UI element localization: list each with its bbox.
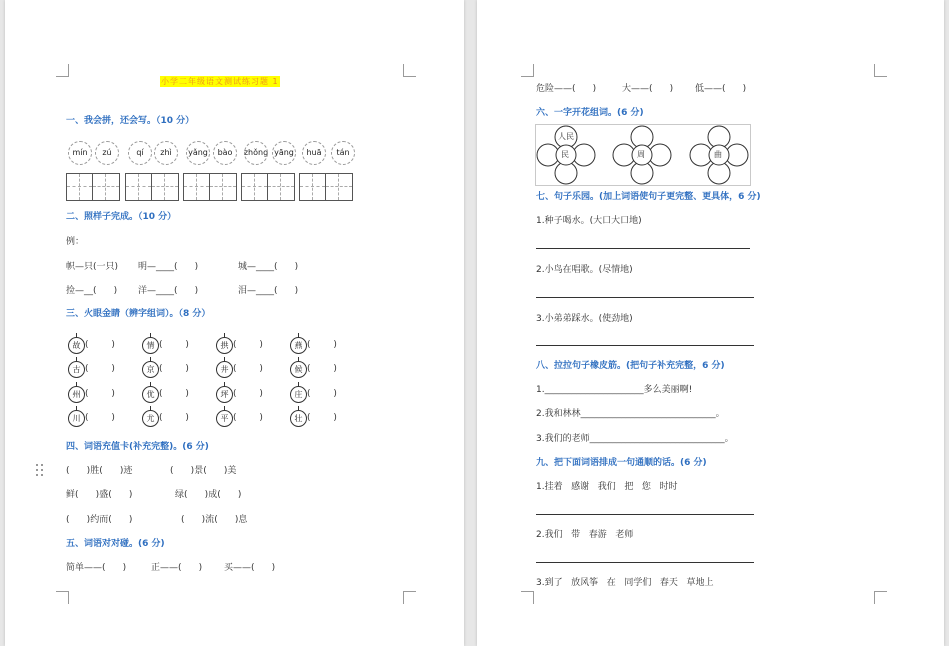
pinyin: zú [94,146,120,160]
sentence-item: 3.小弟弟踩水。(使劲地) [536,314,633,324]
section-heading: 四、词语充值卡(补充完整)。(6 分) [66,442,209,452]
pinyin: mín [67,146,93,160]
writing-grid[interactable] [183,173,237,201]
answer-blank[interactable]: ( ) [159,364,189,374]
apple-char: 州 [68,386,85,403]
apple-char: 候 [290,361,307,378]
apple-char: 优 [142,386,159,403]
example-label: 例： [66,237,85,247]
flower-diagram-box [535,124,751,186]
exercise-item: 危险——( ) [536,84,597,94]
margin-corner [874,64,887,77]
apple-char: 壮 [290,410,307,427]
apple-char: 平 [216,410,233,427]
pinyin: qí [127,146,153,160]
writing-grid[interactable] [66,173,120,201]
exercise-item: 正——( ) [151,563,203,573]
margin-corner [521,64,534,77]
exercise-item: 城—____( ) [238,262,299,272]
answer-line[interactable] [536,345,754,346]
answer-blank[interactable]: ( ) [233,340,263,350]
exercise-item: 明—____( ) [138,262,199,272]
margin-corner [403,64,416,77]
margin-corner [56,591,69,604]
section-heading: 五、词语对对碰。(6 分) [66,539,165,549]
answer-blank[interactable]: ( ) [307,364,337,374]
apple-char: 尤 [142,410,159,427]
answer-blank[interactable]: ( ) [233,413,263,423]
sentence-item: 1.种子喝水。(大口大口地) [536,216,642,226]
section-heading: 八、拉拉句子橡皮筋。(把句子补充完整，6 分) [536,361,725,371]
pinyin: huā [301,146,327,160]
sentence-item: 3.我们的老师______________________________。 [536,434,734,444]
apple-char: 古 [68,361,85,378]
pinyin: zhǒng [243,146,269,160]
apple-char: 川 [68,410,85,427]
apple-char: 拱 [216,337,233,354]
exercise-item: ( )流( )息 [181,515,248,525]
margin-corner [56,64,69,77]
exercise-item: 简单——( ) [66,563,127,573]
apple-char: 庄 [290,386,307,403]
answer-line[interactable] [536,297,754,298]
section-heading: 六、一字开花组词。(6 分) [536,108,644,118]
answer-blank[interactable]: ( ) [233,364,263,374]
answer-blank[interactable]: ( ) [159,413,189,423]
sentence-item: 1.______________________多么美丽啊! [536,385,693,395]
answer-blank[interactable]: ( ) [85,413,115,423]
flower-center-char: 曲 [714,150,722,159]
answer-blank[interactable]: ( ) [307,389,337,399]
margin-corner [521,591,534,604]
answer-line[interactable] [536,562,754,563]
margin-corner [874,591,887,604]
answer-blank[interactable]: ( ) [159,340,189,350]
section-heading: 一、我会拼，还会写。（10 分） [66,116,195,126]
flower-petal-word: 人民 [558,132,574,141]
exercise-item: 帜—只(一只) [66,262,119,272]
pinyin: tán [330,146,356,160]
flower-center-char: 民 [561,150,569,159]
answer-line[interactable] [536,514,754,515]
answer-blank[interactable]: ( ) [233,389,263,399]
exercise-item: 鲜( )盛( ) [66,490,133,500]
apple-char: 情 [142,337,159,354]
writing-grid[interactable] [241,173,295,201]
exercise-item: 洋—____( ) [138,286,199,296]
exercise-item: 低——( ) [695,84,747,94]
sentence-item: 2.我们 带 春游 老师 [536,530,634,540]
pinyin: zhì [153,146,179,160]
sentence-item: 3.到了 放风筝 在 同学们 春天 草地上 [536,578,714,588]
apple-char: 井 [216,361,233,378]
apple-char: 坪 [216,386,233,403]
exercise-item: ( )约而( ) [66,515,133,525]
exercise-item: ( )胜( )迹 [66,466,133,476]
answer-line[interactable] [536,248,750,249]
flower-center-char: 周 [637,150,645,159]
exercise-item: 买——( ) [224,563,276,573]
section-heading: 七、句子乐园。(加上词语使句子更完整、更具体，6 分) [536,192,761,202]
answer-blank[interactable]: ( ) [307,340,337,350]
exercise-item: 绿( )成( ) [175,490,242,500]
exercise-item: 大——( ) [622,84,674,94]
writing-grid[interactable] [299,173,353,201]
apple-char: 故 [68,337,85,354]
answer-blank[interactable]: ( ) [85,389,115,399]
document-page-1 [5,0,464,646]
sentence-item: 2.我和林林______________________________。 [536,409,725,419]
answer-blank[interactable]: ( ) [85,340,115,350]
section-heading: 九、把下面词语排成一句通顺的话。(6 分) [536,458,707,468]
sentence-item: 1.挂着 感谢 我们 把 您 时时 [536,482,678,492]
answer-blank[interactable]: ( ) [85,364,115,374]
exercise-item: 捡—__( ) [66,286,118,296]
pinyin: bào [212,146,238,160]
section-heading: 三、火眼金睛（辨字组词）。（8 分） [66,309,211,319]
section-heading: 二、照样子完成。（10 分） [66,212,177,222]
writing-grid[interactable] [125,173,179,201]
document-title: 小学二年级语文测试练习题 1 [161,77,279,86]
answer-blank[interactable]: ( ) [307,413,337,423]
document-page-2 [477,0,944,646]
sentence-item: 2.小鸟在唱歌。(尽情地) [536,265,633,275]
pinyin: yǎng [185,146,211,160]
exercise-item: 泪—____( ) [238,286,299,296]
drag-handle-icon[interactable] [36,464,44,478]
margin-corner [403,591,416,604]
pinyin: yāng [271,146,297,160]
exercise-item: ( )景( )美 [170,466,237,476]
answer-blank[interactable]: ( ) [159,389,189,399]
apple-char: 燕 [290,337,307,354]
apple-char: 京 [142,361,159,378]
